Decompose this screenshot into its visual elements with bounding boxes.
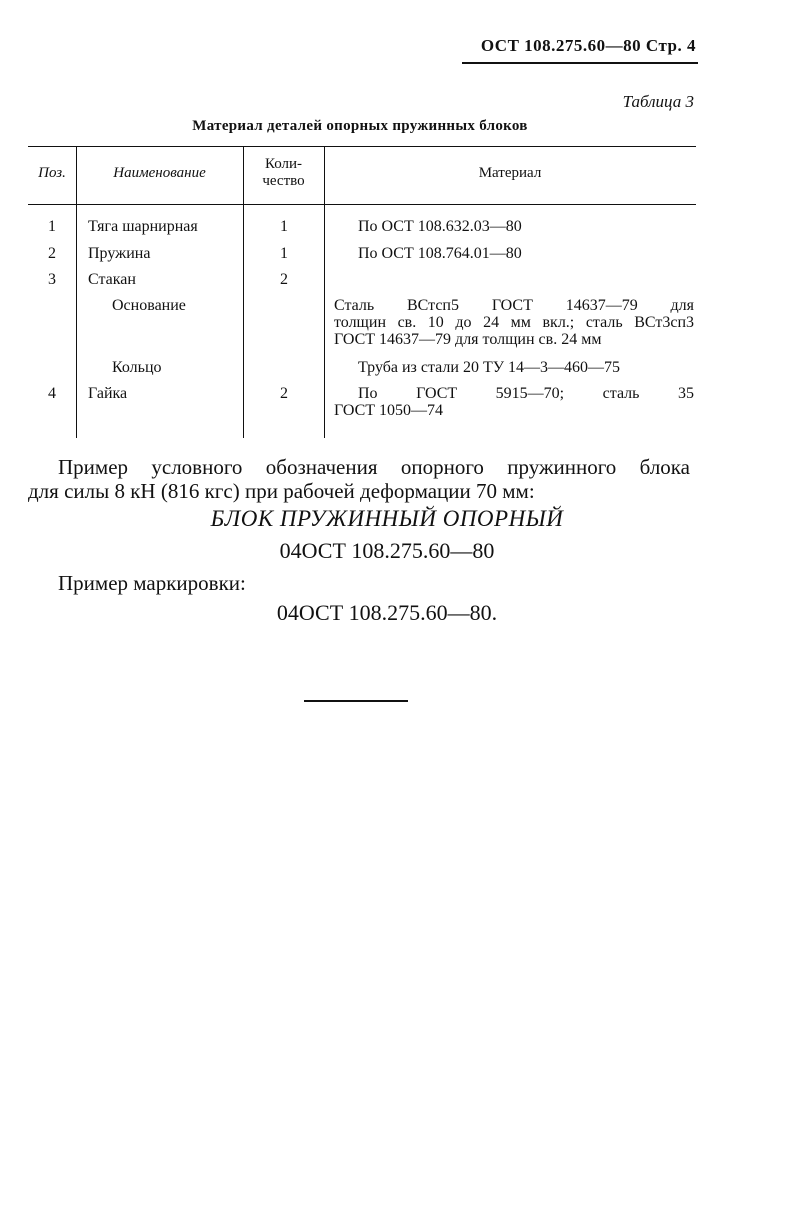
- column-divider: [324, 146, 325, 438]
- row-base-material-line3: ГОСТ 14637—79 для толщин св. 24 мм: [334, 331, 602, 348]
- row-4-material-line1: По ГОСТ 5915—70; сталь 35: [358, 385, 694, 402]
- row-ring-name: Кольцо: [112, 359, 162, 376]
- row-3-qty: 2: [280, 271, 288, 288]
- row-4-pos: 4: [48, 385, 56, 402]
- row-1-name: Тяга шарнирная: [88, 218, 198, 235]
- header-qty: [243, 156, 324, 190]
- row-4-name: Гайка: [88, 385, 128, 402]
- row-1-qty: 1: [280, 218, 288, 235]
- row-2-qty: 1: [280, 245, 288, 262]
- row-2-material: По ОСТ 108.764.01—80: [358, 245, 522, 262]
- header-underline: [462, 62, 698, 64]
- row-2-pos: 2: [48, 245, 56, 262]
- row-base-material-line2: толщин св. 10 до 24 мм вкл.; сталь ВСт3сп3: [334, 314, 694, 331]
- example-text-line1: Пример условного обозначения опорного пружинного блока: [58, 455, 690, 479]
- row-base-name: Основание: [112, 297, 186, 314]
- row-base-material-line1: Сталь ВСтсп5 ГОСТ 14637—79 для: [334, 297, 694, 314]
- page-header: ОСТ 108.275.60—80 Стр. 4: [480, 36, 696, 55]
- example-text-line2: для силы 8 кН (816 кгс) при рабочей деформации 70 мм:: [28, 479, 535, 503]
- row-1-pos: 1: [48, 218, 56, 235]
- row-4-material-line2: ГОСТ 1050—74: [334, 402, 444, 419]
- table-number: Таблица 3: [622, 92, 694, 111]
- row-ring-material: Труба из стали 20 ТУ 14—3—460—75: [358, 359, 621, 376]
- table-header-rule: [28, 204, 696, 205]
- row-4-qty: 2: [280, 385, 288, 402]
- column-divider: [76, 146, 77, 438]
- header-name: Наименование: [113, 165, 206, 181]
- designation-code: 04ОСТ 108.275.60—80: [279, 538, 495, 563]
- header-qty-line1: Коли-: [264, 156, 303, 172]
- row-3-pos: 3: [48, 271, 56, 288]
- header-qty-line2: чество: [262, 173, 305, 189]
- marking-code: 04ОСТ 108.275.60—80.: [276, 600, 498, 625]
- row-1-material: По ОСТ 108.632.03—80: [358, 218, 522, 235]
- table-top-rule: [28, 146, 696, 147]
- header-material: Материал: [478, 165, 542, 181]
- designation-title: БЛОК ПРУЖИННЫЙ ОПОРНЫЙ: [210, 506, 564, 531]
- materials-table: [28, 146, 696, 438]
- row-3-name: Стакан: [88, 271, 136, 288]
- header-pos: Поз.: [38, 165, 66, 181]
- marking-label: Пример маркировки:: [58, 571, 246, 595]
- row-2-name: Пружина: [88, 245, 151, 262]
- end-separator: [304, 700, 408, 702]
- table-title: Материал деталей опорных пружинных блоков: [192, 118, 528, 134]
